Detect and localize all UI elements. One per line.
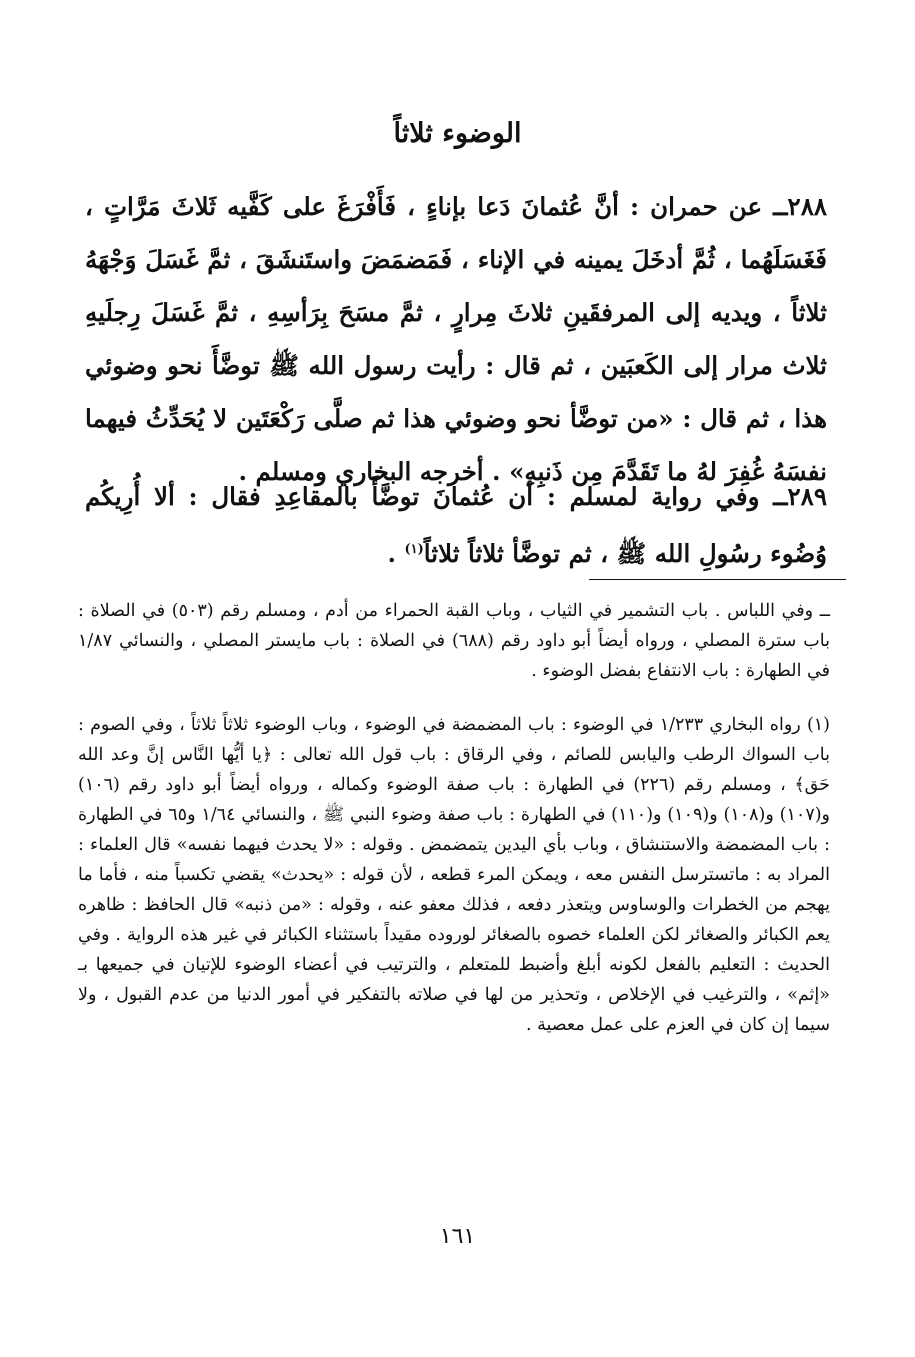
footnote-text: رواه البخاري ١/٢٣٣ في الوضوء : باب المضمضة في الوضوء ، وباب الوضوء ثلاثاً ثلاثاً ، وفي الصوم : باب السواك الرطب واليابس للصائم ، وفي الرقاق : باب قول الله تعالى : ﴿يا أيُّها النَّاس إنَّ وعد الله حَق﴾ ، ومسلم رقم (٢٢٦) في الطهارة : باب صفة الوضوء وكماله ، ورواه أيضاً أبو داود رقم (١٠٦) و(١٠٧) و(١٠٨) و(١٠٩) و(١١٠) في الطهارة : باب صفة وضوء النبي ﷺ ، والنسائي ١/٦٤ و٦٥ في الطهارة : باب المضمضة والاستنشاق ، وباب بأي اليدين يتمضمض . وقوله : «لا يحدث فيهما نفسه» قال العلماء : المراد به : ماتسترسل النفس معه ، ويمكن المرء قطعه ، لأن قوله : «يحدث» يقضي تكسباً منه ، فأما ما يهجم من الخطرات والوساوس ويتعذر دفعه ، فذلك معفو عنه ، وقوله : «من ذنبه» قال الحافظ : ظاهره يعم الكبائر والصغائر لكن العلماء خصوه بالصغائر لوروده مقيداً باستثناء الكبائر في غير هذه الرواية . وفي الحديث : التعليم بالفعل لكونه أبلغ وأضبط للمتعلم ، والترتيب في أعضاء الوضوء للإتيان في جميعها بـ «إثم» ، والترغيب في الإخلاص ، وتحذير من لها في صلاته بالتفكير في أمور الدنيا من عدم القبول ، ولا سيما إن كان في العزم على عمل معصية . xyxy=(78,715,831,1035)
footnote-text: وفي اللباس . باب التشمير في الثياب ، وباب القبة الحمراء من أدم ، ومسلم رقم (٥٠٣) في الصلاة : باب سترة المصلي ، ورواه أيضاً أبو داود رقم (٦٨٨) في الصلاة : باب مايستر المصلي ، والنسائي ١/٨٧ في الطهارة : باب الانتفاع بفضل الوضوء . xyxy=(78,601,830,681)
chapter-title: الوضوء ثلاثاً xyxy=(393,118,522,149)
hadith-separator: ــ xyxy=(773,482,788,511)
hadith-number: ٢٨٨ xyxy=(787,192,828,221)
hadith-text: عن حمران : أنَّ عُثمانَ دَعا بإناءٍ ، فَأَفْرَغَ على كَفَّيه ثَلاثَ مَرَّاتٍ ، فَغَسَلَهُما ، ثُمَّ أدخَلَ يمينه في الإناء ، فَمَضمَضَ واستَنشَقَ ، ثمَّ غَسَلَ وَجْهَهُ ثلاثاً ، ويديه إلى المرفقَينِ ثلاثَ مِرارٍ ، ثمَّ مسَحَ بِرَأسِهِ ، ثمَّ غَسَلَ رِجلَيهِ ثلاث مرار إلى الكَعبَين ، ثم قال : رأيت رسول الله ﷺ توضَّأَ نحو وضوئي هذا ، ثم قال : «من توضَّأ نحو وضوئي هذا ثم صلَّى رَكْعَتَين لا يُحَدِّثُ فيهما نفسَهُ غُفِرَ لهُ ما تَقَدَّمَ مِن ذَنبِهِ» . أخرجه البخاري ومسلم . xyxy=(85,192,827,486)
footnote-reference[interactable]: (١) xyxy=(404,542,424,557)
hadith-number: ٢٨٩ xyxy=(787,482,827,511)
hadith-289 xyxy=(85,470,827,580)
hadith-text: وفي رواية لمسلم : أن عُثمانَ توضَّأَ بالمقاعِدِ فقال : ألا أُرِيكُم وُضُوء رسُولِ الله ﷺ ، ثم توضَّأ ثلاثاً ثلاثاً xyxy=(85,482,827,569)
hadith-288 xyxy=(85,180,827,498)
footnote-continued xyxy=(78,596,830,686)
hadith-separator: ــ xyxy=(773,192,788,221)
footnote-1 xyxy=(78,710,830,1040)
footnote-divider xyxy=(589,579,846,580)
hadith-end: . xyxy=(387,539,405,569)
footnote-marker: (١) xyxy=(806,715,830,735)
footnote-marker: ــ xyxy=(819,601,830,621)
page-number: ١٦١ xyxy=(439,1224,476,1249)
